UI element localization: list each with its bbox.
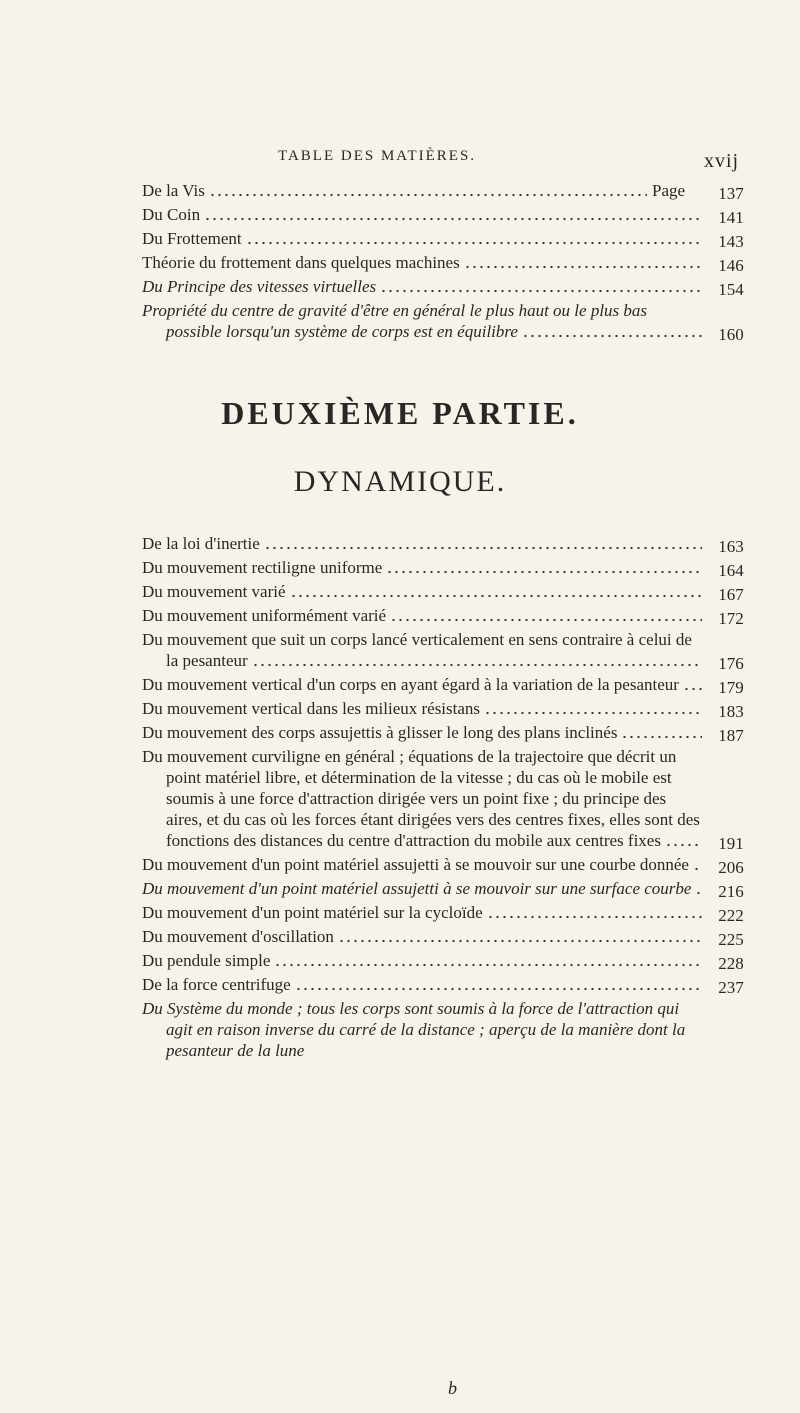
toc-entry-page: 146 [718,256,744,275]
toc-entry-title: Du mouvement des corps assujettis à glisser le long des plans inclinés [142,723,618,742]
toc-entry-title: Du mouvement curviligne en général ; équations de la trajectoire que décrit un point matériel libre, et détermination de la vitesse ; du cas où le mobile est soumis à une force d'attraction dirigée vers un point fixe ; du principe des aires, et du cas où les forces étant dirigées vers des centres fixes, elles sont des fonctions des distances du centre d'attraction du mobile aux centres fixes [142,747,700,850]
part-title: DEUXIÈME PARTIE. [221,395,579,431]
dot-leader [386,570,702,574]
toc-entry-page: 141 [718,208,744,227]
dot-leader [464,265,702,269]
toc-entry-title: De la loi d'inertie [142,534,260,553]
dot-leader [209,193,647,197]
dot-leader [264,546,702,550]
toc-entry-title: Du Principe des vitesses virtuelles [142,277,377,296]
toc-entry-page: 164 [718,561,744,580]
toc-entry [142,722,772,743]
toc-entry-title: Propriété du centre de gravité d'être en général le plus haut ou le plus bas possible lorsqu'un système de corps est en équilibre [142,301,648,341]
toc-entry-page: 143 [718,232,744,251]
toc-entry-page: 163 [718,537,744,556]
dot-leader [487,915,702,919]
toc-entry-page: 206 [718,858,744,877]
toc-entry-title: Du mouvement d'un point matériel sur la cycloïde [142,903,483,922]
toc-entry [142,252,772,273]
toc-entry-title: Du pendule simple [142,951,271,970]
dot-leader [665,843,702,847]
toc-entry-page: 187 [718,726,744,745]
toc-entry [142,746,772,851]
toc-entry-title: De la force centrifuge [142,975,291,994]
toc-entry [142,605,772,626]
toc-entry-title: Du mouvement d'un point matériel assujetti à se mouvoir sur une courbe donnée [142,855,689,874]
toc-entry-page: 222 [718,906,744,925]
toc-entry-title: Du mouvement rectiligne uniforme [142,558,383,577]
toc-entry [142,698,772,719]
toc-entry-page: 160 [718,325,744,344]
toc-entry-title: Du Coin [142,205,201,224]
dot-leader [522,334,702,338]
toc-entry-page: 216 [718,882,744,901]
toc-entry-page: 191 [718,834,744,853]
dot-leader [695,891,702,895]
dot-leader [338,939,702,943]
page-label: Page [652,181,686,200]
dot-leader [683,687,702,691]
toc-entry-title: Du mouvement uniformément varié [142,606,387,625]
toc-entry-page: 237 [718,978,744,997]
toc-entry [142,557,772,578]
toc-entry [142,276,772,297]
toc-entry-title: Du Système du monde ; tous les corps sont soumis à la force de l'attraction qui agit en raison inverse du carré de la distance ; aperçu de la manière dont la pesanteur de la lune [142,999,686,1060]
dot-leader [693,867,702,871]
toc-entry-page: 137 [718,184,744,203]
toc-entry-title: Du Frottement [142,229,242,248]
toc-entry [142,878,772,899]
toc-entry [142,998,772,1061]
toc-entry-page: 228 [718,954,744,973]
toc-entry [142,533,772,554]
toc-entry-page: 176 [718,654,744,673]
toc-entry-title: Du mouvement que suit un corps lancé verticalement en sens contraire à celui de la pesanteur [142,630,692,670]
toc-entry-page: 225 [718,930,744,949]
toc-entry [142,228,772,249]
toc-entry [142,950,772,971]
toc-entry-title: Du mouvement d'un point matériel assujetti à se mouvoir sur une surface courbe [142,879,692,898]
toc-entry [142,902,772,923]
toc-entry [142,674,772,695]
section-title: DYNAMIQUE. [293,465,507,498]
toc-entry-page: 154 [718,280,744,299]
dot-leader [380,289,702,293]
toc-part-one [142,180,772,345]
dot-leader [204,217,702,221]
toc-entry [142,300,772,342]
page-number: xvij [704,150,740,172]
toc-entry-page: 167 [718,585,744,604]
dot-leader [252,663,702,667]
dot-leader [484,711,702,715]
signature-mark: b [448,1378,457,1398]
toc-entry [142,854,772,875]
toc-entry [142,974,772,995]
toc-entry-title: Du mouvement vertical dans les milieux résistans [142,699,481,718]
toc-entry-title: Du mouvement vertical d'un corps en ayant égard à la variation de la pesanteur [142,675,679,694]
dot-leader [290,594,702,598]
toc-entry-title: De la Vis [142,181,205,200]
dot-leader [246,241,702,245]
toc-entry-page: 183 [718,702,744,721]
toc-part-two [142,533,772,1064]
toc-entry [142,629,772,671]
toc-entry [142,204,772,225]
running-title: TABLE DES MATIÈRES. [278,148,477,164]
toc-entry [142,180,772,201]
dot-leader [274,963,702,967]
dot-leader [295,987,702,991]
toc-entry-title: Théorie du frottement dans quelques machines [142,253,460,272]
toc-entry-title: Du mouvement varié [142,582,286,601]
dot-leader [390,618,702,622]
dot-leader [621,735,702,739]
toc-entry-title: Du mouvement d'oscillation [142,927,334,946]
toc-entry [142,926,772,947]
toc-entry [142,581,772,602]
toc-entry-page: 179 [718,678,744,697]
toc-entry-page: 172 [718,609,744,628]
